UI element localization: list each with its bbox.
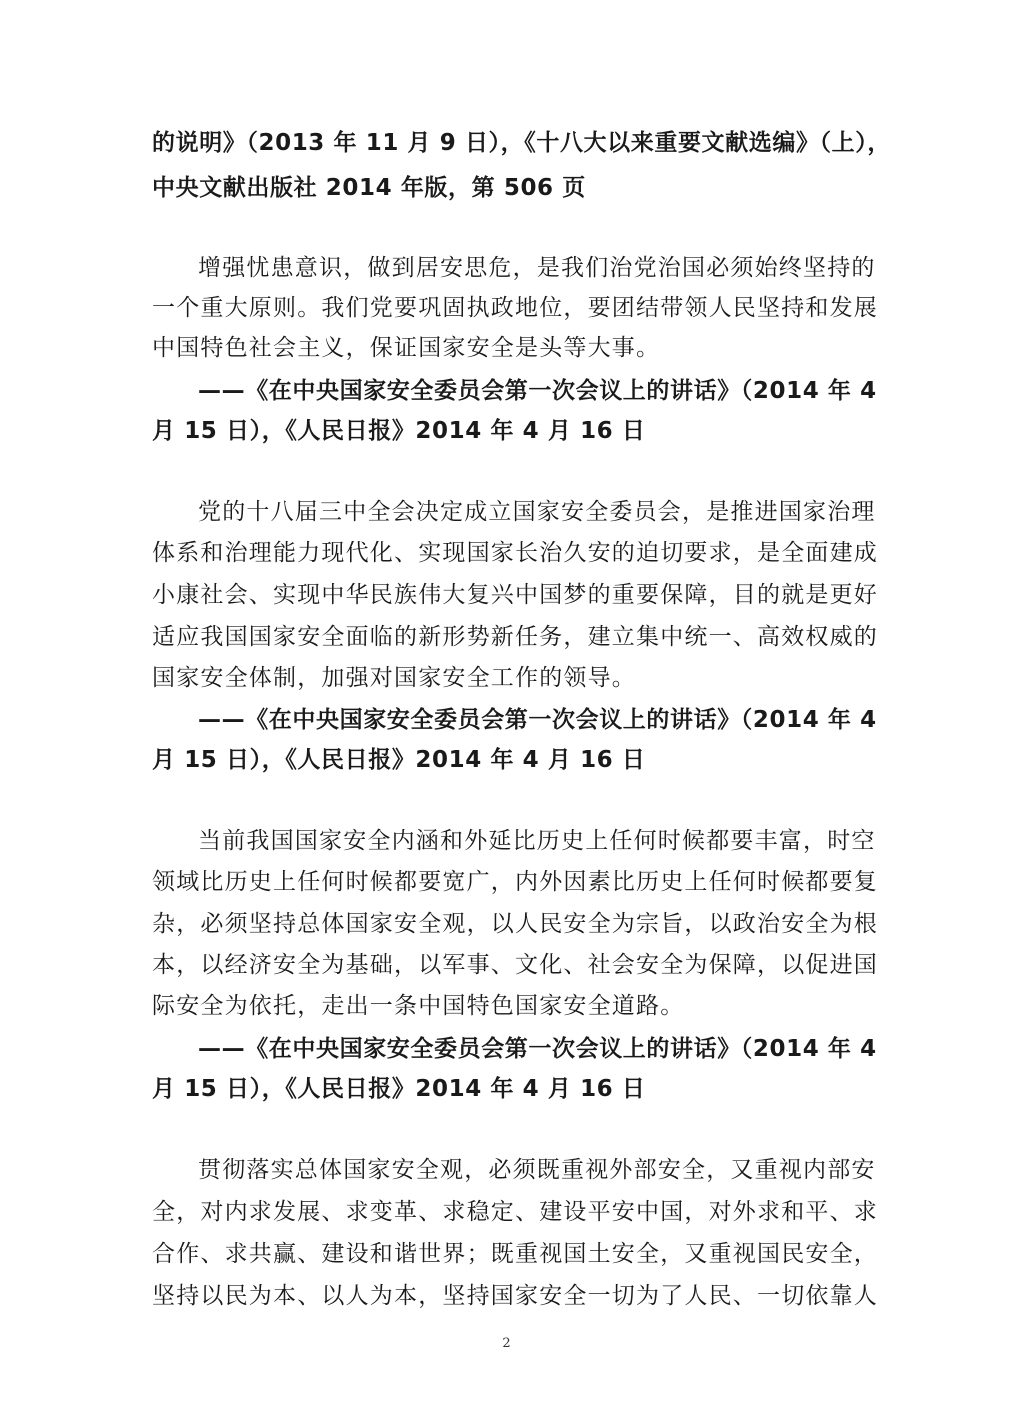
paragraph-line: 当前我国国家安全内涵和外延比历史上任何时候都要丰富，时空 [198,828,876,854]
paragraph-line: 合作、求共赢、建设和谐世界；既重视国土安全，又重视国民安全， [152,1241,878,1267]
paragraph-line: 小康社会、实现中华民族伟大复兴中国梦的重要保障，目的就是更好 [152,582,878,608]
paragraph-line: 增强忧患意识，做到居安思危，是我们治党治国必须始终坚持的 [198,255,876,281]
paragraph-line: 本，以经济安全为基础，以军事、文化、社会安全为保障，以促进国 [152,952,878,978]
paragraph-line: 杂，必须坚持总体国家安全观，以人民安全为宗旨，以政治安全为根 [152,911,878,937]
paragraph-line: 国家安全体制，加强对国家安全工作的领导。 [152,665,636,691]
citation-line: ——《在中央国家安全委员会第一次会议上的讲话》（2014 年 4 [198,1036,877,1062]
citation-line: 的说明》（2013 年 11 月 9 日），《十八大以来重要文献选编》（上）， [152,130,891,156]
paragraph-line: 坚持以民为本、以人为本，坚持国家安全一切为了人民、一切依靠人 [152,1283,878,1309]
paragraph-line: 适应我国国家安全面临的新形势新任务，建立集中统一、高效权威的 [152,624,878,650]
paragraph-line: 党的十八届三中全会决定成立国家安全委员会，是推进国家治理 [198,499,876,525]
citation-line: 月 15 日），《人民日报》2014 年 4 月 16 日 [152,418,646,444]
citation-line: 月 15 日），《人民日报》2014 年 4 月 16 日 [152,747,646,773]
paragraph-line: 际安全为依托，走出一条中国特色国家安全道路。 [152,993,685,1019]
page-number: 2 [502,1336,511,1351]
paragraph-line: 领域比历史上任何时候都要宽广，内外因素比历史上任何时候都要复 [152,869,878,895]
paragraph-line: 全，对内求发展、求变革、求稳定、建设平安中国，对外求和平、求 [152,1199,878,1225]
citation-line: ——《在中央国家安全委员会第一次会议上的讲话》（2014 年 4 [198,378,877,404]
paragraph-line: 一个重大原则。我们党要巩固执政地位，要团结带领人民坚持和发展 [152,295,878,321]
paragraph-line: 中国特色社会主义，保证国家安全是头等大事。 [152,335,661,361]
citation-line: 中央文献出版社 2014 年版，第 506 页 [152,175,586,201]
paragraph-line: 贯彻落实总体国家安全观，必须既重视外部安全，又重视内部安 [198,1157,876,1183]
citation-line: 月 15 日），《人民日报》2014 年 4 月 16 日 [152,1076,646,1102]
citation-line: ——《在中央国家安全委员会第一次会议上的讲话》（2014 年 4 [198,707,877,733]
paragraph-line: 体系和治理能力现代化、实现国家长治久安的迫切要求，是全面建成 [152,540,878,566]
